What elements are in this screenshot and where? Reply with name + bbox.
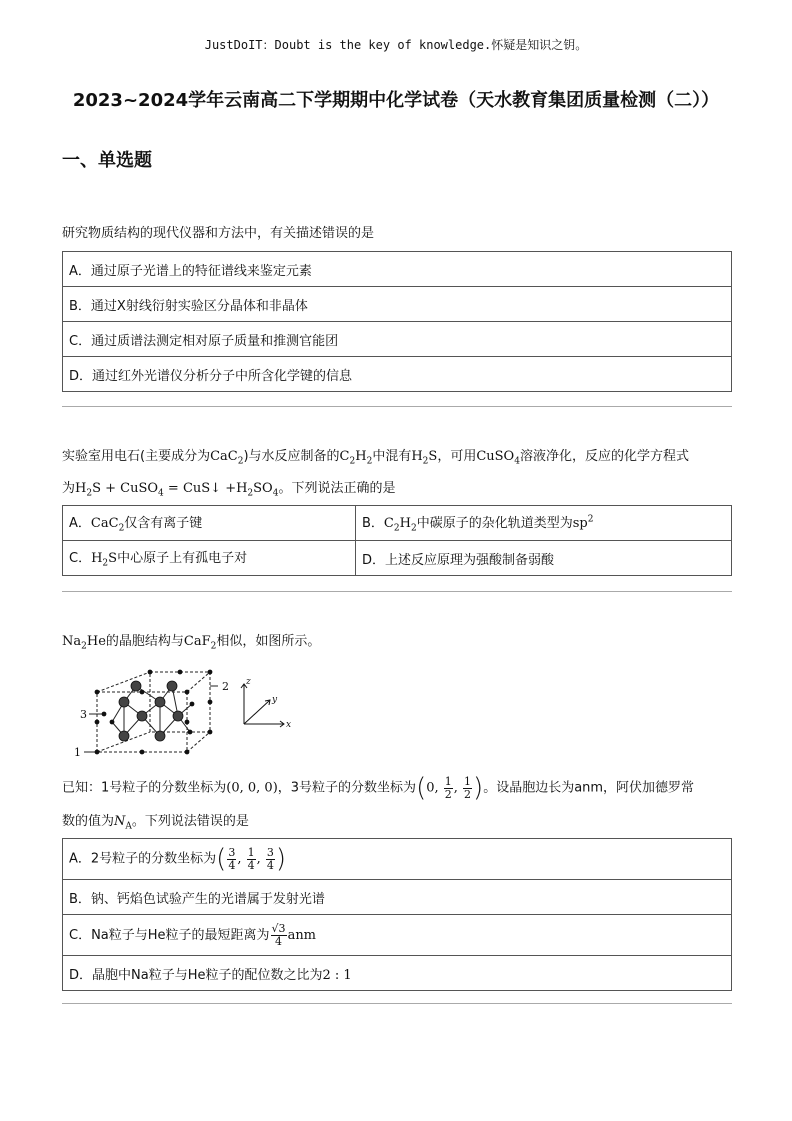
option-c[interactable]: C．Na粒子与He粒子的最短距离为 $\frac{√3}{4}$ anm — [63, 915, 732, 956]
question-1-options — [62, 251, 732, 392]
axis-y-label: y — [272, 695, 278, 705]
label-1: 1 — [74, 746, 81, 759]
option-a[interactable]: A．CaC$_2$仅含有离子键 — [63, 506, 356, 541]
question-2-stem-line-1: 实验室用电石(主要成分为CaC$_2$)与水反应制备的$C_2H_2$中混有$H_2S$，可用CuSO$_4$溶液净化，反应的化学方程式 — [62, 449, 689, 467]
option-d[interactable]: D．晶胞中Na粒子与He粒子的配位数之比为2 : 1 — [63, 956, 732, 991]
divider — [62, 1003, 732, 1004]
divider — [62, 591, 732, 592]
crystal-cell-figure — [62, 664, 302, 764]
option-c[interactable]: C．$H_2S$中心原子上有孤电子对 — [63, 541, 356, 576]
label-2: 2 — [222, 680, 229, 693]
option-c[interactable]: C．通过质谱法测定相对原子质量和推测官能团 — [63, 322, 732, 357]
question-3-stem-line-1: $Na_2He$的晶胞结构与CaF$_2$相似，如图所示。 — [62, 634, 321, 652]
question-2-stem-line-2: 为$H_2S$ + CuSO$_4$ = CuS↓ $+H_2SO_4$。下列说法正确的是 — [62, 481, 396, 499]
section-heading: 一、单选题 — [62, 150, 152, 171]
option-a[interactable]: A．通过原子光谱上的特征谱线来鉴定元素 — [63, 252, 732, 287]
axis-x-label: x — [286, 720, 292, 730]
question-3-stem-line-2: 已知：1号粒子的分数坐标为(0, 0, 0)，3号粒子的分数坐标为(0, $\frac{1}{2}$ , $\frac{1}{2}$ )。设晶胞边长为anm，阿伏加德罗常 — [62, 773, 695, 803]
option-b[interactable]: B．钠、钙焰色试验产生的光谱属于发射光谱 — [63, 880, 732, 915]
option-b[interactable]: B．通过X射线衍射实验区分晶体和非晶体 — [63, 287, 732, 322]
axis-z-label: z — [246, 677, 251, 687]
option-b[interactable]: B．$C_2H_2$中碳原子的杂化轨道类型为$sp^2$ — [356, 506, 732, 541]
option-d[interactable]: D．上述反应原理为强酸制备弱酸 — [356, 541, 732, 576]
option-d[interactable]: D．通过红外光谱仪分析分子中所含化学键的信息 — [63, 357, 732, 392]
question-3-stem-line-3: 数的值为$N_A$。下列说法错误的是 — [62, 814, 249, 832]
page-title: 2023~2024学年云南高二下学期期中化学试卷（天水教育集团质量检测（二）） — [72, 90, 720, 111]
page-header: JustDoIT：Doubt is the key of knowledge.怀疑是知识之钥。 — [204, 38, 588, 52]
option-a[interactable]: A．2号粒子的分数坐标为( $\frac{3}{4}$ , $\frac{1}{4}$ , $\frac{3}{4}$ ) — [63, 839, 732, 880]
question-2-options — [62, 505, 732, 576]
question-1-stem: 研究物质结构的现代仪器和方法中，有关描述错误的是 — [62, 226, 375, 241]
question-3-options — [62, 838, 732, 991]
divider — [62, 406, 732, 407]
label-3: 3 — [80, 708, 87, 721]
